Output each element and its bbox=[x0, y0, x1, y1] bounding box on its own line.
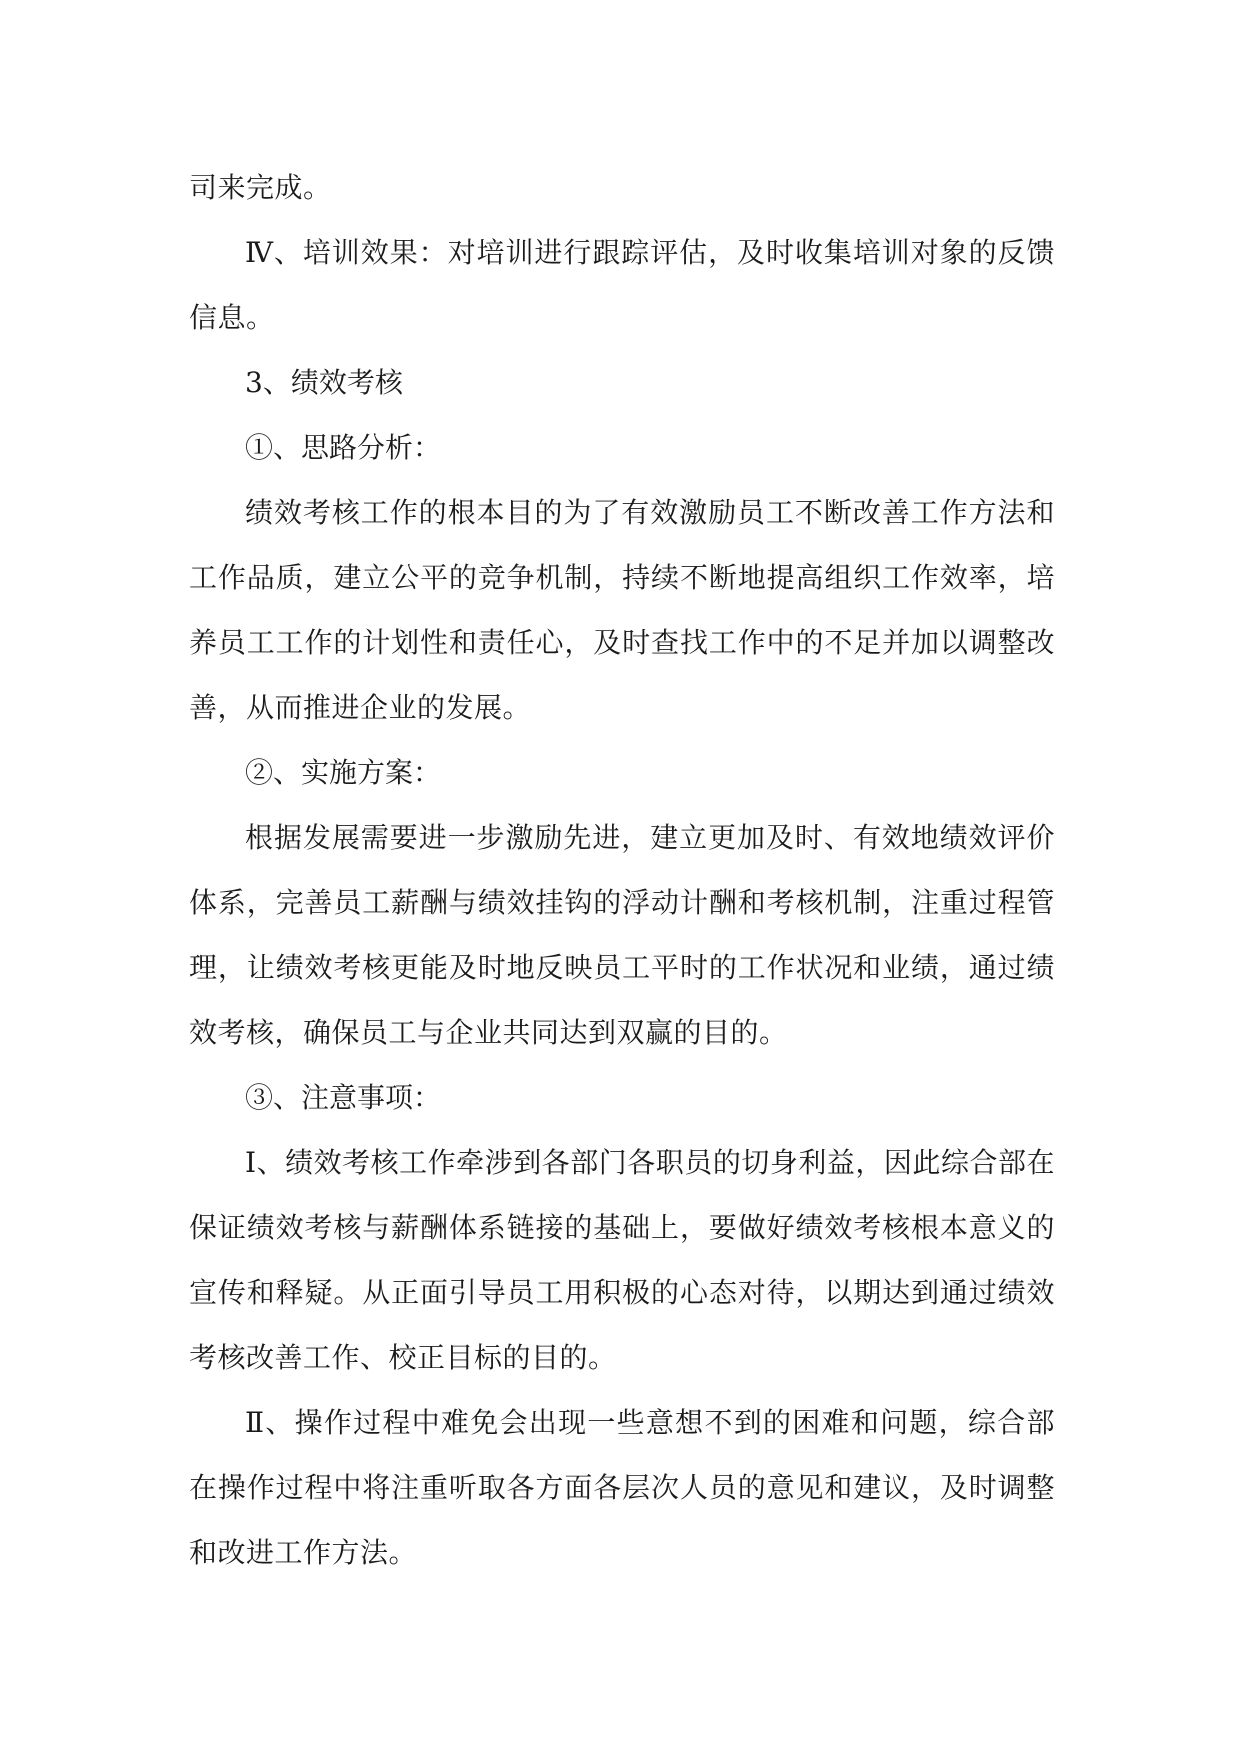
subheading-notes: ③、注意事项： bbox=[245, 1081, 442, 1114]
subheading-analysis: ①、思路分析： bbox=[245, 431, 442, 464]
paragraph-continuation: 司来完成。 bbox=[189, 171, 332, 204]
document-body bbox=[189, 155, 1055, 1585]
paragraph-note-1: Ⅰ、绩效考核工作牵涉到各部门各职员的切身利益，因此综合部在保证绩效考核与薪酬体系链接的基础上，要做好绩效考核根本意义的宣传和释疑。从正面引导员工用积极的心态对待，以期达到通过绩效考核改善工作、校正目标的目的。 bbox=[189, 1146, 1055, 1374]
paragraph-analysis: 绩效考核工作的根本目的为了有效激励员工不断改善工作方法和工作品质，建立公平的竞争机制，持续不断地提高组织工作效率，培养员工工作的计划性和责任心，及时查找工作中的不足并加以调整改善，从而推进企业的发展。 bbox=[189, 496, 1055, 724]
paragraph-plan: 根据发展需要进一步激励先进，建立更加及时、有效地绩效评价体系，完善员工薪酬与绩效挂钩的浮动计酬和考核机制，注重过程管理，让绩效考核更能及时地反映员工平时的工作状况和业绩，通过绩效考核，确保员工与企业共同达到双赢的目的。 bbox=[189, 821, 1055, 1049]
subheading-plan: ②、实施方案： bbox=[245, 756, 442, 789]
paragraph-note-2: Ⅱ、操作过程中难免会出现一些意想不到的困难和问题，综合部在操作过程中将注重听取各方面各层次人员的意见和建议，及时调整和改进工作方法。 bbox=[189, 1406, 1055, 1569]
section-heading-performance: 3、绩效考核 bbox=[245, 366, 403, 399]
paragraph-training-effect: Ⅳ、培训效果：对培训进行跟踪评估，及时收集培训对象的反馈信息。 bbox=[189, 236, 1055, 334]
